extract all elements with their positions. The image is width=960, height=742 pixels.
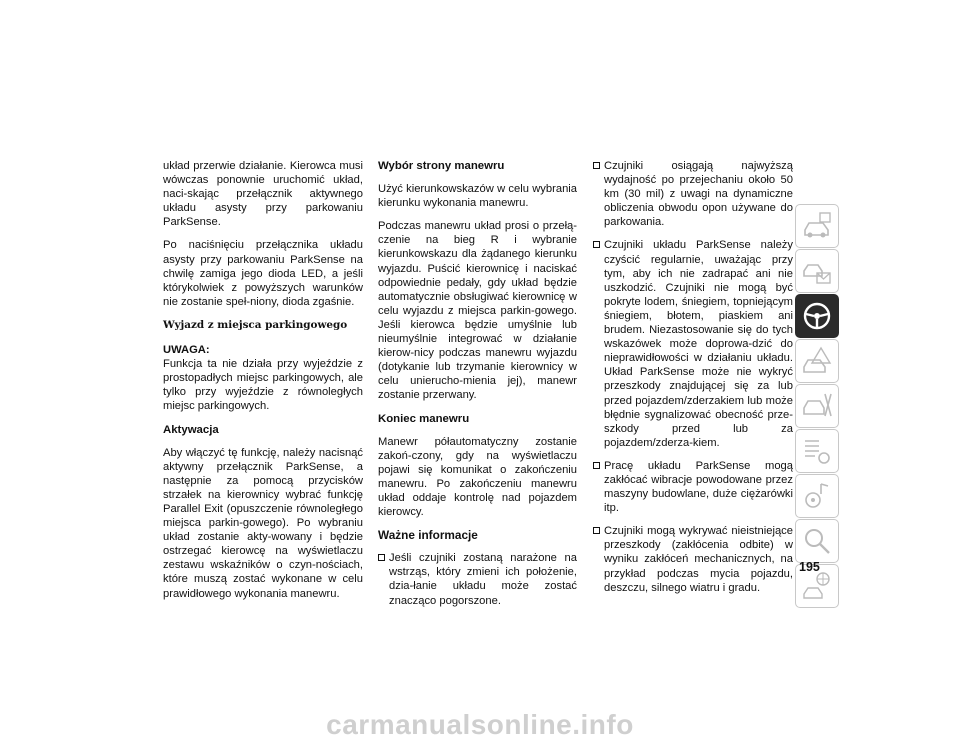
tab-car-warning[interactable] (795, 339, 839, 383)
car-info-icon (801, 210, 833, 242)
checkbox-bullet-icon (593, 241, 600, 248)
language-icon (801, 570, 833, 602)
tab-car-tools[interactable] (795, 384, 839, 428)
section-heading-info: Ważne informacje (378, 528, 478, 543)
section-heading-activation: Aktywacja (163, 423, 219, 436)
tab-car-mail[interactable] (795, 249, 839, 293)
section-heading-end: Koniec manewru (378, 412, 470, 425)
bullet-item: Czujniki osiągają najwyższą wydajność po przejechaniu około 50 km (30 mil) z uwagi na dynamiczne obliczenia obwodu opon używane do parkowania. (593, 159, 793, 229)
section-heading-exit: Wyjazd z miejsca parkingowego (163, 318, 348, 331)
car-mail-icon (801, 255, 833, 287)
text-column-1 (163, 159, 363, 610)
checkbox-bullet-icon (378, 554, 385, 561)
music-nav-icon (801, 480, 833, 512)
tab-music-nav[interactable] (795, 474, 839, 518)
bullet-item: Czujniki układu ParkSense należy czyścić regularnie, uważając przy tym, aby ich nie zadrapać ani nie uszkodzić. Czujniki nie mogą być pokryte lodem, śniegiem, topniejącym śniegiem, błotem, piaskiem ani brudem. Niezastosowanie się do tych wskazówek może doprowa-dzić do nieprawidłowości w działaniu układu. Układ ParkSense może nie wykryć przeszkody znajdującej się za lub przed pojazdem/zderzakiem lub może błędnie sygnalizować obecność prze-szkody przed lub za pojazdem/zderza-kiem. (593, 238, 793, 449)
tab-steering[interactable] (795, 294, 839, 338)
list-settings-icon (801, 435, 833, 467)
chapter-tabs (795, 204, 841, 609)
car-warning-icon (801, 345, 833, 377)
checkbox-bullet-icon (593, 527, 600, 534)
paragraph: Podczas manewru układ prosi o przełą-czenie na bieg R i wybranie kierunkowskazu dla żądanego kierunku wyjazdu. Puścić kierownicę i naciskać odpowiednie pedały, gdy układ będzie automatycznie obsługiwać kierownicę w celu wyjazdu z miejsca parkin-gowego. Jeśli kierowca będzie umyślnie lub nieumyślnie integrować w działanie kierow-nicy podczas manewru wyjazdu (dotykanie lub trzymanie kierownicy w celu unierucho-mienia jej), manewr zostanie przerwany. (378, 220, 577, 402)
note-block (163, 343, 363, 413)
paragraph: Manewr półautomatyczny zostanie zakoń-czony, gdy na wyświetlaczu pojawi się komunikat o zakończeniu manewru. Po zakończeniu manewru układ oddaje kontrolę nad pojazdem kierowcy. (378, 435, 577, 519)
paragraph: Użyć kierunkowskazów w celu wybrania kierunku wykonania manewru. (378, 183, 577, 210)
bullet-item: Pracę układu ParkSense mogą zakłócać wibracje powodowane przez maszyny budowlane, duże ciężarówki itp. (593, 459, 793, 515)
bullet-item: Czujniki mogą wykrywać nieistniejące przeszkody (zakłócenia odbite) w wyniku zakłóceń mechanicznych, na przykład podczas mycia pojazdu, deszczu, silnego wiatru i gradu. (593, 524, 793, 594)
bullet-item: Jeśli czujniki zostaną narażone na wstrząs, który zmieni ich położenie, dzia-łanie układu może zostać znacząco pogorszone. (378, 551, 577, 607)
checkbox-bullet-icon (593, 162, 600, 169)
paragraph: układ przerwie działanie. Kierowca musi wówczas ponownie uruchomić układ, naci-skając przełącznik aktywnego układu asysty przy parkowaniu ParkSense. (163, 160, 363, 229)
text-column-2 (378, 159, 577, 617)
checkbox-bullet-icon (593, 462, 600, 469)
tab-search[interactable] (795, 519, 839, 563)
note-heading: UWAGA: (163, 344, 210, 357)
tab-list-settings[interactable] (795, 429, 839, 473)
paragraph: Aby włączyć tę funkcję, należy nacisnąć aktywny przełącznik ParkSense, a następnie za pomocą przycisków strzałek na kierownicy wybrać funkcję Parallel Exit (opuszczenie równoległego miejsca parkin-gowego). Po wybraniu układ zostanie akty-wowany i będzie ostrzegać kierowcę na wyświetlaczu zestawu wskaźników o czyn-nościach, które muszą zostać wykonane w celu prawidłowego wykonania manewru. (163, 446, 363, 600)
note-text: Funkcja ta nie działa przy wyjeździe z prostopadłych miejsc parkingowych, ale tylko przy wyjeździe z równoległych miejsc parkingowych. (163, 358, 363, 413)
car-tools-icon (801, 390, 833, 422)
text-column-3 (593, 159, 793, 604)
page-number: 195 (799, 560, 820, 574)
paragraph: Po naciśnięciu przełącznika układu asysty przy parkowaniu ParkSense na chwilę zamiga jego dioda LED, a jeśli którykolwiek z powyższych warunków nie zostanie speł-niony, dioda zgaśnie. (163, 239, 363, 308)
section-heading-direction: Wybór strony manewru (378, 160, 505, 172)
tab-car-info[interactable] (795, 204, 839, 248)
steering-wheel-icon (801, 300, 833, 332)
watermark-text: carmanualsonline.info (326, 709, 634, 740)
magnifier-icon (801, 525, 833, 557)
